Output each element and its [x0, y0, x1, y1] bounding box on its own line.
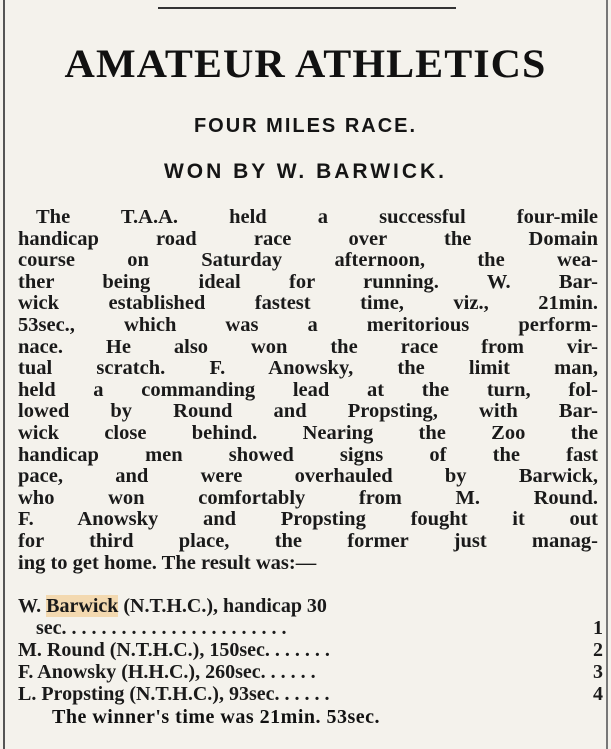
result-row-continuation: [18, 617, 603, 639]
paragraph-line: The T.A.A. held a successful four-mile: [36, 206, 598, 228]
paragraph-line: who won comfortably from M. Round.: [18, 486, 598, 509]
result-name: Propsting: [41, 683, 125, 705]
article-paragraph: [18, 207, 598, 574]
result-details: (N.T.H.C.), handicap 30: [118, 595, 327, 617]
result-details: (H.H.C.), 260sec. . . . . .: [116, 661, 316, 683]
paragraph-line: F. Anowsky and Propsting fought it out: [18, 508, 598, 531]
result-details: (N.T.H.C.), 93sec. . . . . .: [124, 683, 330, 705]
paragraph-line: tual scratch. F. Anowsky, the limit man,: [18, 357, 598, 380]
result-initial: L.: [18, 683, 42, 705]
result-initial: F.: [18, 661, 38, 683]
result-row: [18, 595, 603, 617]
result-details: sec. . . . . . . . . . . . . . . . . . . . . . .: [36, 617, 287, 639]
paragraph-line: pace, and were overhauled by Barwick,: [18, 465, 598, 488]
paragraph-line: ther being ideal for running. W. Bar-: [18, 270, 598, 293]
result-row: [18, 661, 603, 683]
paragraph-line: wick close behind. Nearing the Zoo the: [18, 421, 598, 444]
result-details: (N.T.H.C.), 150sec. . . . . . .: [104, 639, 330, 661]
result-initial: M.: [18, 639, 47, 661]
paragraph-line: for third place, the former just manag-: [18, 529, 598, 552]
result-row: [18, 683, 603, 705]
result-position: 2: [593, 639, 603, 661]
paragraph-line: handicap men showed signs of the fast: [18, 443, 598, 466]
result-position: 3: [593, 661, 603, 683]
paragraph-line: handicap road race over the Domain: [18, 227, 598, 250]
result-position: 1: [593, 617, 603, 639]
paragraph-line: wick established fastest time, viz., 21min.: [18, 292, 598, 315]
paragraph-line: ing to get home. The result was:—: [18, 551, 317, 574]
paragraph-line: nace. He also won the race from vir-: [18, 335, 598, 358]
paragraph-line: 53sec., which was a meritorious perform-: [18, 313, 598, 336]
result-row: [18, 639, 603, 661]
winner-time-line: The winner's time was 21min. 53sec.: [52, 706, 381, 728]
paragraph-line: course on Saturday afternoon, the wea-: [18, 249, 598, 272]
paragraph-line: lowed by Round and Propsting, with Bar-: [18, 400, 598, 423]
result-name-highlighted: Barwick: [46, 595, 119, 617]
subheading-winner: WON BY W. BARWICK.: [163, 160, 448, 183]
result-initial: W.: [18, 595, 47, 617]
paragraph-line: held a commanding lead at the turn, fol-: [18, 378, 598, 401]
results-list: [18, 595, 603, 705]
top-rule: [158, 7, 456, 9]
headline: AMATEUR ATHLETICS: [64, 41, 547, 86]
column-rule-right: [606, 0, 608, 749]
result-position: 4: [593, 683, 603, 705]
column-rule-left: [3, 0, 5, 749]
result-name: Round: [46, 639, 105, 661]
result-name: Anowsky: [37, 661, 117, 683]
subheading-race: FOUR MILES RACE.: [193, 115, 418, 137]
